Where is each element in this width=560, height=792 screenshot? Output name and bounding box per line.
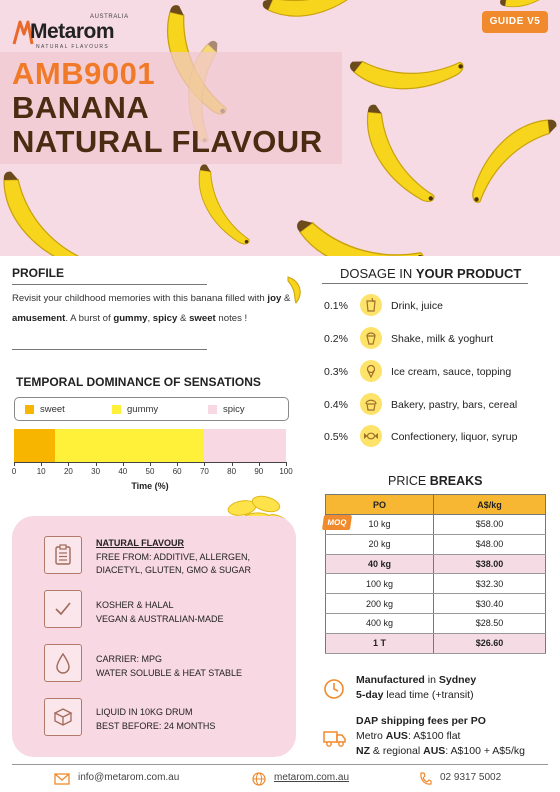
tds-tick-mark bbox=[204, 462, 205, 466]
logo-wordmark: Metarom bbox=[30, 20, 115, 43]
tds-tick-label: 60 bbox=[172, 467, 182, 476]
footer-email-link[interactable]: info@metarom.com.au bbox=[78, 772, 180, 783]
checkmark-icon bbox=[44, 590, 82, 628]
price-table-header bbox=[326, 495, 546, 515]
profile-description: Revisit your childhood memories with this banana filled with joy & amusement. A burst of gummy, spicy & sweet notes ! bbox=[12, 293, 291, 324]
profile-rule-top bbox=[12, 284, 207, 285]
tds-tick-label: 100 bbox=[279, 467, 293, 476]
footer-website-link[interactable]: metarom.com.au bbox=[274, 772, 350, 783]
price-heading: PRICE BREAKS bbox=[388, 474, 483, 488]
tds-tick-label: 50 bbox=[145, 467, 155, 476]
title-panel bbox=[0, 52, 342, 164]
cupcake-icon bbox=[360, 393, 382, 415]
dosage-pct-shake: 0.2% bbox=[324, 333, 348, 345]
legend-label-spicy: spicy bbox=[223, 404, 245, 415]
tds-segment-spicy bbox=[204, 429, 286, 462]
tds-tick-label: 20 bbox=[63, 467, 73, 476]
clock-icon bbox=[322, 677, 346, 701]
feature-packaging: LIQUID IN 10KG DRUM BEST BEFORE: 24 MONTHS bbox=[96, 707, 216, 731]
tds-tick-label: 40 bbox=[118, 467, 128, 476]
moq-badge: MOQ bbox=[322, 515, 352, 530]
legend-label-gummy: gummy bbox=[127, 404, 159, 415]
tds-tick-label: 80 bbox=[227, 467, 237, 476]
tds-tick-mark bbox=[96, 462, 97, 466]
dosage-pct-bakery: 0.4% bbox=[324, 399, 348, 411]
droplet-icon bbox=[44, 644, 82, 682]
dosage-rule bbox=[322, 283, 528, 284]
metarom-logo bbox=[12, 14, 129, 50]
tds-segment-sweet bbox=[14, 429, 55, 462]
tds-tick-mark bbox=[123, 462, 124, 466]
product-title-line1: BANANA bbox=[12, 90, 150, 125]
feature-natural-flavour: NATURAL FLAVOUR FREE FROM: ADDITIVE, ALLERGEN, DIACETYL, GLUTEN, GMO & SUGAR bbox=[96, 538, 252, 575]
profile-heading: PROFILE bbox=[12, 266, 65, 280]
hero-banner bbox=[0, 0, 560, 256]
profile-word-gummy: gummy bbox=[113, 313, 148, 324]
milkshake-icon bbox=[360, 327, 382, 349]
shipping-info: DAP shipping fees per PO Metro AUS: A$100 flat NZ & regional AUS: A$100 + A$5/kg bbox=[356, 715, 525, 757]
dosage-label-confectionery: Confectionery, liquor, syrup bbox=[391, 431, 518, 443]
product-code: AMB9001 bbox=[12, 56, 156, 91]
table-row: 10 kg $58.00 bbox=[326, 515, 546, 535]
profile-word-sweet: sweet bbox=[189, 313, 216, 324]
footer-phone-link[interactable]: 02 9317 5002 bbox=[440, 772, 502, 783]
tds-tick-mark bbox=[177, 462, 178, 466]
table-row: 20 kg $48.00 bbox=[326, 534, 546, 554]
tds-tick-label: 0 bbox=[11, 467, 17, 476]
feature-carrier: CARRIER: MPG WATER SOLUBLE & HEAT STABLE bbox=[96, 654, 243, 678]
tds-tick-label: 70 bbox=[199, 467, 209, 476]
tds-bar-chart bbox=[14, 429, 286, 462]
tds-tick-mark bbox=[286, 462, 287, 466]
dosage-heading: DOSAGE IN YOUR PRODUCT bbox=[340, 266, 522, 281]
col-price: A$/kg bbox=[434, 495, 546, 515]
table-row: 400 kg $28.50 bbox=[326, 613, 546, 633]
tds-segment-gummy bbox=[55, 429, 205, 462]
table-row-highlight: 1 T $26.60 bbox=[326, 633, 546, 653]
product-title-line2: NATURAL FLAVOUR bbox=[12, 124, 323, 159]
tds-tick-mark bbox=[150, 462, 151, 466]
legend-swatch-sweet bbox=[25, 405, 34, 414]
logo-tagline: NATURAL FLAVOURS bbox=[36, 44, 110, 50]
dosage-pct-icecream: 0.3% bbox=[324, 366, 348, 378]
table-row: 200 kg $30.40 bbox=[326, 594, 546, 614]
tds-tick-mark bbox=[68, 462, 69, 466]
phone-icon bbox=[418, 772, 432, 786]
feature-kosher-halal: KOSHER & HALAL VEGAN & AUSTRALIAN-MADE bbox=[96, 600, 224, 624]
footer-rule bbox=[12, 764, 548, 765]
dosage-pct-drink: 0.1% bbox=[324, 300, 348, 312]
legend-swatch-gummy bbox=[112, 405, 121, 414]
table-row-highlight: 40 kg $38.00 bbox=[326, 554, 546, 574]
legend-label-sweet: sweet bbox=[40, 404, 65, 415]
tds-tick-mark bbox=[259, 462, 260, 466]
tds-tick-mark bbox=[14, 462, 15, 466]
logo-country: AUSTRALIA bbox=[90, 14, 129, 20]
dosage-label-drink: Drink, juice bbox=[391, 300, 443, 312]
dosage-pct-confectionery: 0.5% bbox=[324, 431, 348, 443]
profile-rule-bottom bbox=[12, 349, 207, 350]
tds-tick-mark bbox=[232, 462, 233, 466]
dosage-label-icecream: Ice cream, sauce, topping bbox=[391, 366, 512, 378]
dosage-label-bakery: Bakery, pastry, bars, cereal bbox=[391, 399, 518, 411]
tds-tick-label: 90 bbox=[254, 467, 264, 476]
profile-word-joy: joy bbox=[267, 293, 282, 304]
clipboard-icon bbox=[44, 536, 82, 574]
guide-version-badge: GUIDE V5 bbox=[482, 11, 548, 33]
manufacturing-info: Manufactured in Sydney 5-day lead time (+transit) bbox=[356, 674, 477, 701]
tds-heading: TEMPORAL DOMINANCE OF SENSATIONS bbox=[16, 375, 261, 389]
profile-word-spicy: spicy bbox=[152, 313, 178, 324]
price-table bbox=[325, 494, 546, 654]
ice-cream-icon bbox=[360, 360, 382, 382]
tds-tick-label: 10 bbox=[36, 467, 46, 476]
tds-tick-mark bbox=[41, 462, 42, 466]
tds-x-axis-label: Time (%) bbox=[131, 481, 169, 491]
table-row: 100 kg $32.30 bbox=[326, 574, 546, 594]
envelope-icon bbox=[54, 773, 70, 785]
tds-tick-label: 30 bbox=[91, 467, 101, 476]
drink-icon bbox=[360, 294, 382, 316]
globe-icon bbox=[252, 772, 266, 786]
dosage-label-shake: Shake, milk & yoghurt bbox=[391, 333, 494, 345]
truck-icon bbox=[322, 727, 348, 749]
candy-icon bbox=[360, 425, 382, 447]
legend-swatch-spicy bbox=[208, 405, 217, 414]
col-po: PO bbox=[326, 495, 434, 515]
profile-word-amusement: amusement bbox=[12, 313, 66, 324]
box-icon bbox=[44, 698, 82, 736]
tds-legend bbox=[14, 397, 289, 421]
